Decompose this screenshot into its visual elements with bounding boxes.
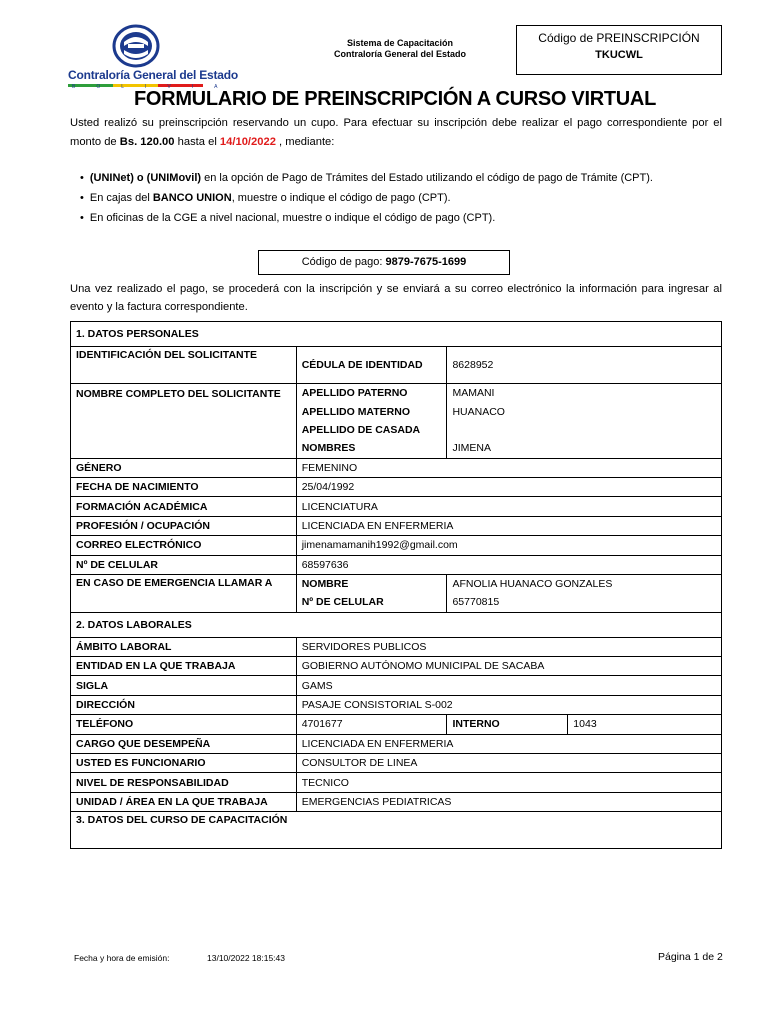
emergency-label — [71, 574, 297, 612]
table-row — [71, 574, 722, 593]
table-row — [71, 637, 722, 656]
system-line2: Contraloría General del Estado — [333, 49, 467, 59]
row-label: CORREO ELECTRÓNICO — [71, 536, 297, 555]
row-value: FEMENINO — [296, 458, 721, 477]
logo-text: Contraloría General del Estado — [68, 68, 239, 82]
name-label-text: NOMBRE COMPLETO DEL SOLICITANTE — [76, 388, 281, 400]
row-label: SIGLA — [71, 676, 297, 695]
phone-value: 4701677 — [296, 715, 447, 734]
table-row — [71, 477, 722, 496]
emergency-name-value: AFNOLIA HUANACO GONZALES — [447, 574, 722, 593]
table-row — [71, 516, 722, 535]
ci-label — [296, 347, 447, 384]
emergency-cel-value: 65770815 — [447, 593, 722, 612]
section-personal: 1. DATOS PERSONALES — [71, 322, 722, 347]
row-label: CARGO QUE DESEMPEÑA — [71, 734, 297, 753]
registration-form-table — [70, 321, 722, 849]
option-text: , muestre o indique el código de pago (CPT). — [231, 192, 451, 204]
row-label: ENTIDAD EN LA QUE TRABAJA — [71, 657, 297, 676]
intro-deadline: 14/10/2022 — [219, 136, 276, 148]
emergency-label-text: EN CASO DE EMERGENCIA LLAMAR A — [76, 576, 273, 589]
materno-value: HUANACO — [447, 402, 722, 420]
option-pre: En cajas del — [89, 192, 153, 204]
intro-paragraph — [70, 114, 722, 152]
nombres-label: NOMBRES — [296, 439, 447, 458]
table-row — [71, 676, 722, 695]
page-title: FORMULARIO DE PREINSCRIPCIÓN A CURSO VIRTUAL — [134, 88, 656, 110]
after-payment-paragraph: Una vez realizado el pago, se procederá con la inscripción y se enviará a su correo electrónico la información para ingresar al evento y la factura correspondiente. — [70, 283, 722, 313]
phone-label: TELÉFONO — [71, 715, 297, 734]
id-label: IDENTIFICACIÓN DEL SOLICITANTE — [71, 347, 297, 384]
list-item — [80, 208, 720, 228]
table-row — [71, 497, 722, 516]
row-value: CONSULTOR DE LINEA — [296, 754, 721, 773]
emergency-name-label: NOMBRE — [296, 574, 447, 593]
row-value: PASAJE CONSISTORIAL S-002 — [296, 695, 721, 714]
row-label: ÁMBITO LABORAL — [71, 637, 297, 656]
table-row — [71, 657, 722, 676]
system-name — [300, 38, 500, 60]
table-row — [71, 347, 722, 384]
system-line1: Sistema de Capacitación — [346, 38, 454, 48]
list-item — [80, 168, 720, 188]
option-bold: BANCO UNION — [152, 192, 232, 204]
row-value: jimenamamanih1992@gmail.com — [296, 536, 721, 555]
intro-part3: , mediante: — [275, 136, 335, 148]
option-bold: (UNINet) o (UNIMovil) — [89, 172, 202, 184]
emission-value: 13/10/2022 18:15:43 — [207, 953, 285, 963]
page-number: Página 1 de 2 — [658, 951, 723, 963]
emission-label: Fecha y hora de emisión: — [74, 953, 170, 963]
intro-amount: Bs. 120.00 — [119, 136, 175, 148]
table-row — [71, 773, 722, 792]
ci-value: 8628952 — [447, 347, 722, 384]
preinscription-code-box — [516, 25, 722, 75]
row-label: FECHA DE NACIMIENTO — [71, 477, 297, 496]
emergency-cel-label: Nº DE CELULAR — [296, 593, 447, 612]
row-label: DIRECCIÓN — [71, 695, 297, 714]
table-row — [71, 792, 722, 811]
payment-code-value: 9879-7675-1699 — [385, 256, 467, 268]
table-row — [71, 715, 722, 734]
materno-label: APELLIDO MATERNO — [296, 402, 447, 420]
payment-code-box — [258, 250, 510, 275]
table-row — [71, 458, 722, 477]
option-text: en la opción de Pago de Trámites del Estado utilizando el código de pago de Trámite (CPT). — [201, 172, 653, 184]
intro-part1: Usted realizó su preinscripción reservando un cupo. Para efectuar su inscripción debe realizar el pago correspondiente por el monto de — [70, 117, 722, 148]
table-row — [71, 322, 722, 347]
row-label: FORMACIÓN ACADÉMICA — [71, 497, 297, 516]
row-value: LICENCIADA EN ENFERMERIA — [296, 516, 721, 535]
row-value: TECNICO — [296, 773, 721, 792]
paterno-label: APELLIDO PATERNO — [296, 384, 447, 403]
table-row — [71, 695, 722, 714]
table-row — [71, 384, 722, 403]
list-item — [80, 188, 720, 208]
row-label: Nº DE CELULAR — [71, 555, 297, 574]
row-label: GÉNERO — [71, 458, 297, 477]
row-value: 25/04/1992 — [296, 477, 721, 496]
name-label — [71, 384, 297, 459]
section-course: 3. DATOS DEL CURSO DE CAPACITACIÓN — [71, 812, 722, 849]
payment-code-label: Código de pago: — [301, 256, 386, 268]
interno-value: 1043 — [568, 715, 722, 734]
casada-value — [447, 421, 722, 439]
payment-options-list — [80, 168, 720, 228]
table-row — [71, 536, 722, 555]
row-label: UNIDAD / ÁREA EN LA QUE TRABAJA — [71, 792, 297, 811]
row-label: NIVEL DE RESPONSABILIDAD — [71, 773, 297, 792]
preinscription-code-label: Código de PREINSCRIPCIÓN — [538, 31, 700, 45]
row-value: LICENCIATURA — [296, 497, 721, 516]
logo-subtext: BOLIVIA — [72, 84, 239, 90]
row-value: 68597636 — [296, 555, 721, 574]
table-row — [71, 612, 722, 637]
casada-label: APELLIDO DE CASADA — [296, 421, 447, 439]
paterno-value: MAMANI — [447, 384, 722, 403]
row-value: EMERGENCIAS PEDIATRICAS — [296, 792, 721, 811]
section-work: 2. DATOS LABORALES — [71, 612, 722, 637]
row-value: GAMS — [296, 676, 721, 695]
interno-label: INTERNO — [447, 715, 568, 734]
preinscription-code-value: TKUCWL — [595, 49, 643, 61]
table-row — [71, 812, 722, 849]
nombres-value: JIMENA — [447, 439, 722, 458]
table-row — [71, 734, 722, 753]
row-label: PROFESIÓN / OCUPACIÓN — [71, 516, 297, 535]
table-row — [71, 754, 722, 773]
table-row — [71, 555, 722, 574]
row-value: SERVIDORES PUBLICOS — [296, 637, 721, 656]
intro-part2: hasta el — [174, 136, 220, 148]
row-value: GOBIERNO AUTÓNOMO MUNICIPAL DE SACABA — [296, 657, 721, 676]
ci-label-text: CÉDULA DE IDENTIDAD — [301, 359, 423, 371]
row-value: LICENCIADA EN ENFERMERIA — [296, 734, 721, 753]
option-text: En oficinas de la CGE a nivel nacional, muestre o indique el código de pago (CPT). — [89, 212, 496, 224]
row-label: USTED ES FUNCIONARIO — [71, 754, 297, 773]
